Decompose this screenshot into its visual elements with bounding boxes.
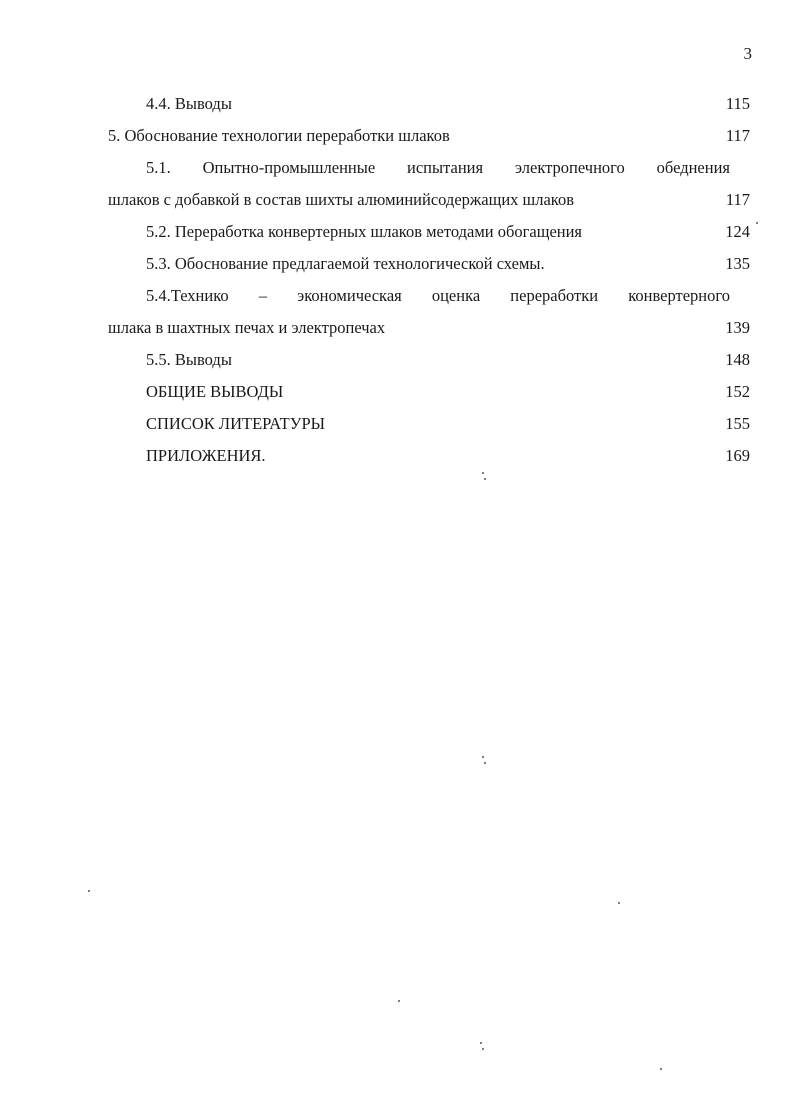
toc-entry-page: 135 bbox=[725, 254, 750, 273]
toc-entry-4-4 bbox=[108, 88, 750, 120]
toc-entry-references bbox=[108, 408, 750, 440]
toc-entry-5-5 bbox=[108, 344, 750, 376]
toc-entry-title: СПИСОК ЛИТЕРАТУРЫ bbox=[146, 414, 326, 433]
scan-speck bbox=[482, 1048, 484, 1050]
table-of-contents bbox=[108, 88, 750, 472]
toc-entry-title: 5.3. Обоснование предлагаемой технологической схемы. bbox=[146, 254, 545, 273]
toc-entry-appendices bbox=[108, 440, 750, 472]
toc-entry-title: 5.5. Выводы bbox=[146, 350, 232, 369]
toc-entry-page: 115 bbox=[725, 94, 750, 113]
scan-speck bbox=[398, 1000, 400, 1002]
toc-entry-title-line1: 5.1. Опытно-промышленные испытания электропечного обеднения bbox=[146, 158, 730, 177]
toc-entry-title: 5.2. Переработка конвертерных шлаков методами обогащения bbox=[146, 222, 583, 241]
toc-entry-page: 152 bbox=[725, 382, 750, 401]
page-number: 3 bbox=[743, 44, 752, 63]
toc-entry-5 bbox=[108, 120, 750, 152]
scan-speck bbox=[618, 902, 620, 904]
toc-entry-title-line2: шлаков с добавкой в состав шихты алюминийсодержащих шлаков bbox=[108, 190, 575, 209]
toc-entry-title-line1: 5.4.Технико – экономическая оценка переработки конвертерного bbox=[146, 286, 730, 305]
scan-speck bbox=[88, 890, 90, 892]
toc-entry-page: 169 bbox=[725, 446, 750, 465]
toc-entry-title: 5. Обоснование технологии переработки шлаков bbox=[108, 126, 450, 145]
toc-entry-title-line2: шлака в шахтных печах и электропечах bbox=[108, 318, 386, 337]
toc-entry-page: 117 bbox=[725, 190, 750, 209]
toc-entry-page: 139 bbox=[725, 318, 750, 337]
scan-speck bbox=[484, 762, 486, 764]
scan-speck bbox=[482, 472, 484, 474]
toc-entry-page: 124 bbox=[725, 222, 750, 241]
scan-speck bbox=[660, 1068, 662, 1070]
scan-speck bbox=[484, 478, 486, 480]
toc-entry-page: 155 bbox=[725, 414, 750, 433]
scan-speck bbox=[756, 222, 758, 224]
toc-entry-page: 117 bbox=[725, 126, 750, 145]
toc-entry-5-1 bbox=[108, 152, 750, 216]
scan-speck bbox=[480, 1042, 482, 1044]
toc-entry-title: 4.4. Выводы bbox=[146, 94, 232, 113]
toc-entry-conclusions bbox=[108, 376, 750, 408]
toc-entry-5-2 bbox=[108, 216, 750, 248]
toc-entry-5-3 bbox=[108, 248, 750, 280]
toc-entry-title: ОБЩИЕ ВЫВОДЫ bbox=[146, 382, 284, 401]
toc-entry-5-4 bbox=[108, 280, 750, 344]
toc-entry-page: 148 bbox=[725, 350, 750, 369]
toc-entry-title: ПРИЛОЖЕНИЯ. bbox=[146, 446, 266, 465]
scan-speck bbox=[482, 756, 484, 758]
